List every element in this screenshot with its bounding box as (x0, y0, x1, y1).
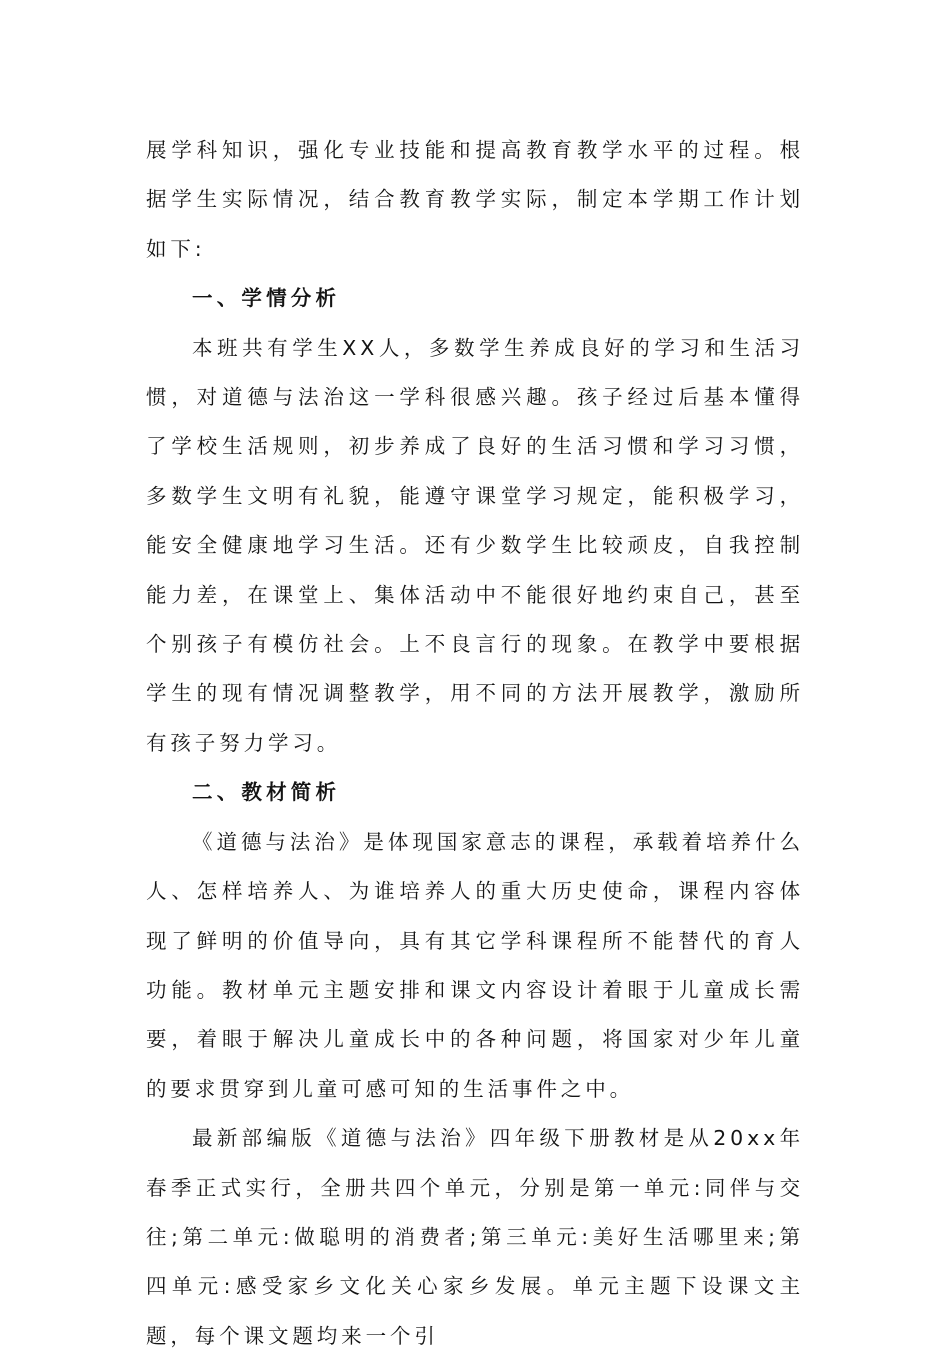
heading-textbook-analysis: 二、教材简析 (192, 780, 341, 805)
paragraph-learning-analysis: 本班共有学生XX人，多数学生养成良好的学习和生活习惯，对道德与法治这一学科很感兴趣。孩子经过后基本懂得了学校生活规则，初步养成了良好的生活习惯和学习习惯，多数学生文明有礼貌，能遵守课堂学习规定，能积极学习，能安全健康地学习生活。还有少数学生比较顽皮，自我控制能力差，在课堂上、集体活动中不能很好地约束自己，甚至个别孩子有模仿社会。上不良言行的现象。在教学中要根据学生的现有情况调整教学，用不同的方法开展教学，激励所有孩子努力学习。 (146, 335, 804, 755)
heading-learning-analysis: 一、学情分析 (192, 286, 341, 311)
paragraph-intro-continued: 展学科知识，强化专业技能和提高教育教学水平的过程。根据学生实际情况，结合教育教学实际，制定本学期工作计划如下: (146, 138, 804, 261)
paragraph-textbook-overview: 《道德与法治》是体现国家意志的课程，承载着培养什么人、怎样培养人、为谁培养人的重大历史使命，课程内容体现了鲜明的价值导向，具有其它学科课程所不能替代的育人功能。教材单元主题安排和课文内容设计着眼于儿童成长需要，着眼于解决儿童成长中的各种问题，将国家对少年儿童的要求贯穿到儿童可感可知的生活事件之中。 (146, 829, 804, 1101)
document-body (146, 126, 804, 1361)
paragraph-textbook-units: 最新部编版《道德与法治》四年级下册教材是从20xx年春季正式实行，全册共四个单元，分别是第一单元:同伴与交往;第二单元:做聪明的消费者;第三单元:美好生活哪里来;第四单元:感受家乡文化关心家乡发展。单元主题下设课文主题，每个课文题均来一个引 (146, 1126, 804, 1348)
